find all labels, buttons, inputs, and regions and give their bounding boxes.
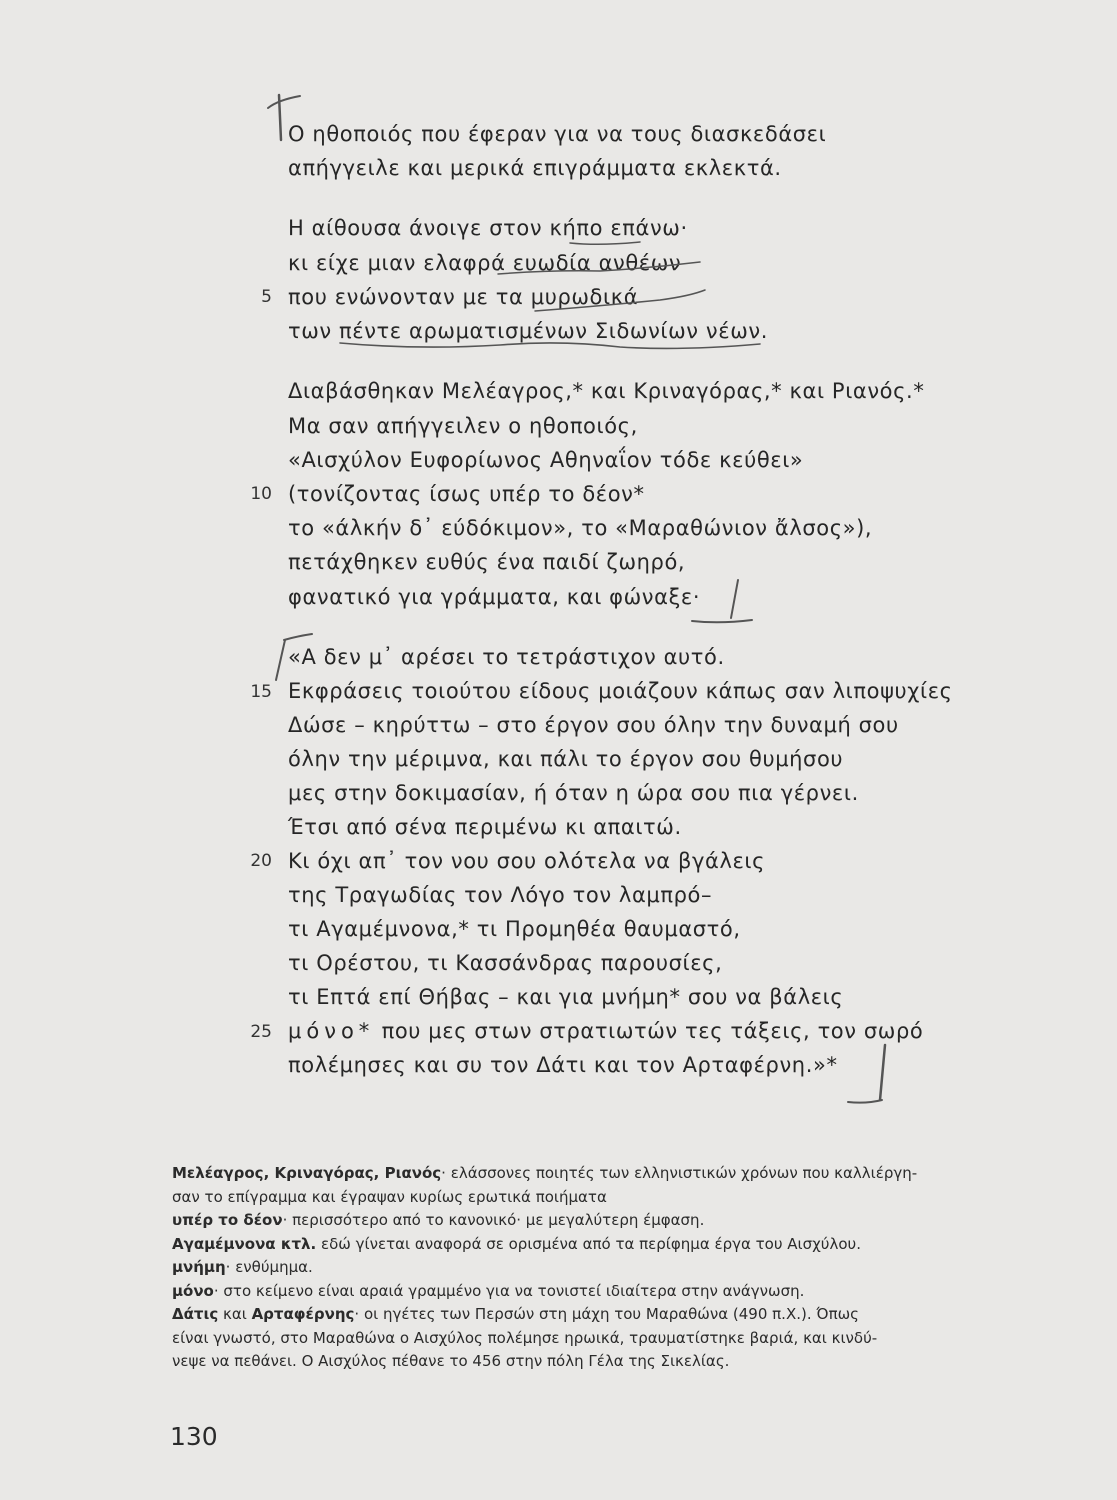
footnote-term: Μελέαγρος, Κριναγόρας, Ριανός	[172, 1164, 442, 1182]
footnote-text: · ελάσσονες ποιητές των ελληνιστικών χρόνων που καλλιέργη-	[441, 1164, 918, 1182]
footnote-text: και	[218, 1305, 252, 1323]
footnote-term: μνήμη	[172, 1258, 226, 1276]
underline-mark	[340, 343, 760, 349]
poem-line: όλην την μέριμνα, και πάλι το έργον σου θυμήσου	[288, 747, 844, 771]
footnote	[172, 1280, 1022, 1304]
underline-mark	[535, 290, 705, 311]
line-number: 25	[250, 1022, 272, 1042]
footnote-text: · περισσότερο από το κανονικό· με μεγαλύτερη έμφαση.	[282, 1211, 705, 1229]
bracket-mark-start-top	[268, 96, 300, 108]
underline-mark	[498, 262, 700, 274]
poem-line: της Τραγωδίας τον Λόγο τον λαμπρό–	[288, 883, 713, 907]
poem-line: των πέντε αρωματισμένων Σιδωνίων νέων.	[288, 319, 768, 343]
poem-line: Εκφράσεις τοιούτου είδους μοιάζουν κάπως σαν λιποψυχίες	[288, 679, 953, 703]
footnotes	[172, 1162, 1022, 1374]
poem-line: φανατικό για γράμματα, και φώναξε·	[288, 585, 701, 609]
footnote	[172, 1233, 1022, 1257]
poem-line: που ενώνονταν με τα μυρωδικά	[288, 285, 639, 309]
bracket-mark-end-bottom	[848, 1100, 882, 1103]
footnote-text: · ενθύμημα.	[225, 1258, 313, 1276]
poem-line: πετάχθηκεν ευθύς ένα παιδί ζωηρό,	[288, 550, 686, 574]
footnote-term: Δάτις	[172, 1305, 219, 1323]
page-number: 130	[170, 1422, 218, 1451]
poem-line: τι Ορέστου, τι Κασσάνδρας παρουσίες,	[288, 951, 723, 975]
poem-line: Δώσε – κηρύττω – στο έργον σου όλην την δυναμή σου	[288, 713, 899, 737]
line-number: 10	[250, 484, 272, 504]
bracket-mark-end-bottom	[692, 620, 752, 622]
footnote-term: υπέρ το δέον	[172, 1211, 283, 1229]
footnote	[172, 1186, 1022, 1210]
poem-line: μες στην δοκιμασίαν, ή όταν η ώρα σου πια γέρνει.	[288, 781, 859, 805]
bracket-mark-start	[276, 640, 285, 680]
footnote-text: εδώ γίνεται αναφορά σε ορισμένα από τα περίφημα έργα του Αισχύλου.	[316, 1234, 861, 1253]
footnote	[172, 1162, 1022, 1186]
footnote	[172, 1303, 1022, 1327]
underline-mark	[570, 242, 640, 244]
footnote-term: μόνο	[172, 1281, 214, 1300]
poem-line: «Αισχύλον Ευφορίωνος Αθηναΐον τόδε κεύθει»	[288, 448, 804, 472]
poem-line: πολέμησες και συ τον Δάτι και τον Αρταφέρνη.»*	[288, 1053, 838, 1077]
bracket-mark-end	[880, 1045, 885, 1100]
footnote	[172, 1350, 1022, 1374]
poem-line: τι Αγαμέμνονα,* τι Προμηθέα θαυμαστό,	[288, 917, 741, 941]
poem-line: Ο ηθοποιός που έφεραν για να τους διασκεδάσει	[288, 122, 827, 146]
footnote-text: · οι ηγέτες των Περσών στη μάχη του Μαραθώνα (490 π.Χ.). Όπως	[354, 1305, 859, 1323]
poem-line: απήγγειλε και μερικά επιγράμματα εκλεκτά.	[288, 156, 782, 180]
poem-line: Η αίθουσα άνοιγε στον κήπο επάνω·	[288, 216, 688, 240]
poem-line: Μα σαν απήγγειλεν ο ηθοποιός,	[288, 414, 638, 438]
footnote	[172, 1327, 1022, 1351]
spaced-word: μόνο*	[288, 1019, 375, 1043]
poem-line: «Α δεν μ᾽ αρέσει το τετράστιχον αυτό.	[288, 645, 725, 669]
bracket-mark-start-top	[284, 634, 312, 640]
poem-line: (τονίζοντας ίσως υπέρ το δέον*	[288, 482, 645, 506]
poem-line: Κι όχι απ᾽ τον νου σου ολότελα να βγάλεις	[288, 849, 766, 873]
poem-line: Έτσι από σένα περιμένω κι απαιτώ.	[288, 815, 682, 839]
footnote	[172, 1209, 1022, 1233]
line-rest: που μες στων στρατιωτών τες τάξεις, τον σωρό	[374, 1019, 924, 1043]
poem-line: τι Επτά επί Θήβας – και για μνήμη* σου να βάλεις	[288, 985, 844, 1009]
footnote	[172, 1256, 1022, 1280]
poem-line: Διαβάσθηκαν Μελέαγρος,* και Κριναγόρας,* και Ριανός.*	[288, 379, 925, 403]
poem-line: το «άλκήν δ᾽ εύδόκιμον», το «Μαραθώνιον ἄλσος»),	[288, 516, 873, 540]
footnote-text: νεψε να πεθάνει. Ο Αισχύλος πέθανε το 456 στην πόλη Γέλα της Σικελίας.	[172, 1352, 730, 1370]
line-number: 20	[250, 851, 272, 871]
footnote-text: είναι γνωστό, στο Μαραθώνα ο Αισχύλος πολέμησε ηρωικά, τραυματίστηκε βαριά, και κινδύ-	[172, 1328, 878, 1347]
footnote-term: Αρταφέρνης	[251, 1305, 355, 1323]
footnote-text: σαν το επίγραμμα και έγραψαν κυρίως ερωτικά ποιήματα	[172, 1187, 607, 1206]
poem-line: κι είχε μιαν ελαφρά ευωδία ανθέων	[288, 251, 682, 275]
line-number: 5	[261, 287, 272, 307]
bracket-mark-end	[731, 580, 738, 618]
line-number: 15	[250, 682, 272, 702]
footnote-term: Αγαμέμνονα κτλ.	[172, 1234, 317, 1253]
footnote-text: · στο κείμενο είναι αραιά γραμμένο για να τονιστεί ιδιαίτερα στην ανάγνωση.	[213, 1281, 805, 1300]
